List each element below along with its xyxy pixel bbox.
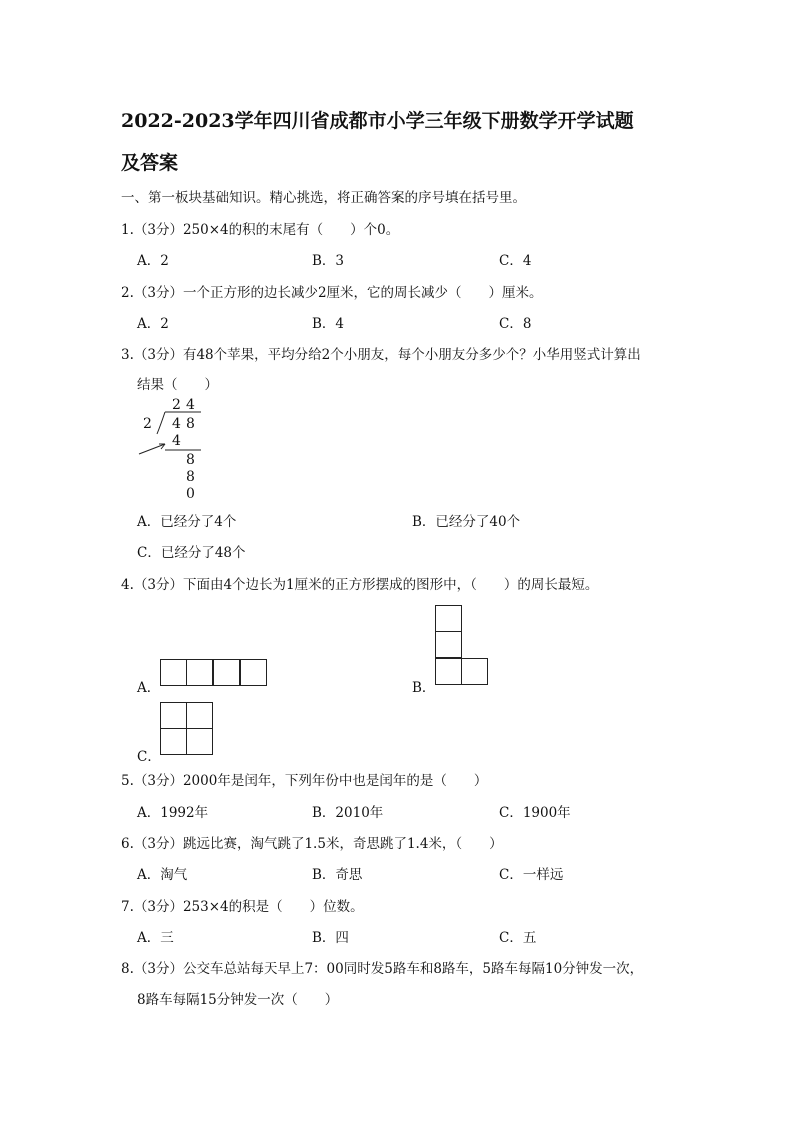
q3-option-a: A．已经分了4个 <box>137 514 237 530</box>
question-4: 4.（3分）下面由4个边长为1厘米的正方形摆成的图形中，（ ）的周长最短。 <box>121 577 599 593</box>
division-step: 4 <box>172 433 181 449</box>
q6-option-c: C．一样远 <box>499 867 564 883</box>
q3-option-b: B．已经分了40个 <box>412 514 521 530</box>
dividend-digit: 4 <box>172 416 181 432</box>
q2-option-a: A．2 <box>137 316 169 332</box>
q4-option-b: B． <box>412 680 436 696</box>
unit-square <box>435 605 462 632</box>
question-3-line1: 3.（3分）有48个苹果，平均分给2个小朋友，每个小朋友分多少个？小华用竖式计算出 <box>121 347 641 363</box>
dividend-digit: 8 <box>186 416 195 432</box>
q5-option-a: A．1992年 <box>137 805 209 821</box>
unit-square <box>160 702 187 729</box>
question-5: 5.（3分）2000年是闰年，下列年份中也是闰年的是（ ） <box>121 773 488 789</box>
q4-option-a: A． <box>137 680 161 696</box>
q1-option-c: C．4 <box>499 253 532 269</box>
divisor-digit: 2 <box>143 416 152 432</box>
q3-option-c: C．已经分了48个 <box>137 545 246 561</box>
q7-option-a: A．三 <box>137 930 174 946</box>
unit-square <box>213 659 240 686</box>
q2-option-c: C．8 <box>499 316 532 332</box>
shape-c-square <box>160 702 214 756</box>
q2-option-b: B．4 <box>312 316 345 332</box>
q5-option-b: B．2010年 <box>312 805 384 821</box>
quotient-digit: 4 <box>186 397 195 413</box>
page-title-line1: 2022-2023学年四川省成都市小学三年级下册数学开学试题 <box>121 110 634 132</box>
question-8-line1: 8.（3分）公交车总站每天早上7：00同时发5路车和8路车，5路车每隔10分钟发一次， <box>121 961 644 977</box>
question-2: 2.（3分）一个正方形的边长减少2厘米，它的周长减少（ ）厘米。 <box>121 285 543 301</box>
long-division-figure <box>135 396 215 506</box>
question-8-line2: 8路车每隔15分钟发一次（ ） <box>137 992 339 1008</box>
question-6: 6.（3分）跳远比赛，淘气跳了1.5米，奇思跳了1.4米，（ ） <box>121 836 503 852</box>
q5-option-c: C．1900年 <box>499 805 571 821</box>
unit-square <box>160 728 187 755</box>
quotient-digit: 2 <box>172 397 181 413</box>
q1-option-a: A．2 <box>137 253 169 269</box>
question-3-line2: 结果（ ） <box>137 377 218 393</box>
unit-square <box>435 631 462 658</box>
question-7: 7.（3分）253×4的积是（ ）位数。 <box>121 899 364 915</box>
unit-square <box>461 658 488 685</box>
q1-option-b: B．3 <box>312 253 345 269</box>
question-1: 1.（3分）250×4的积的末尾有（ ）个0。 <box>121 222 400 238</box>
unit-square <box>186 702 213 729</box>
q4-option-c: C． <box>137 749 161 765</box>
unit-square <box>435 658 462 685</box>
unit-square <box>186 728 213 755</box>
division-remainder: 0 <box>186 486 195 502</box>
unit-square <box>186 659 213 686</box>
q6-option-a: A．淘气 <box>137 867 188 883</box>
q7-option-c: C．五 <box>499 930 537 946</box>
q6-option-b: B．奇思 <box>312 867 363 883</box>
unit-square <box>240 659 267 686</box>
q7-option-b: B．四 <box>312 930 349 946</box>
section-heading: 一、第一板块基础知识。精心挑选，将正确答案的序号填在括号里。 <box>121 190 526 206</box>
division-step: 8 <box>186 452 195 468</box>
shape-b-l <box>435 605 489 686</box>
shape-a-row <box>160 659 268 686</box>
unit-square <box>160 659 187 686</box>
page-title-line2: 及答案 <box>121 152 179 174</box>
division-step: 8 <box>186 469 195 485</box>
